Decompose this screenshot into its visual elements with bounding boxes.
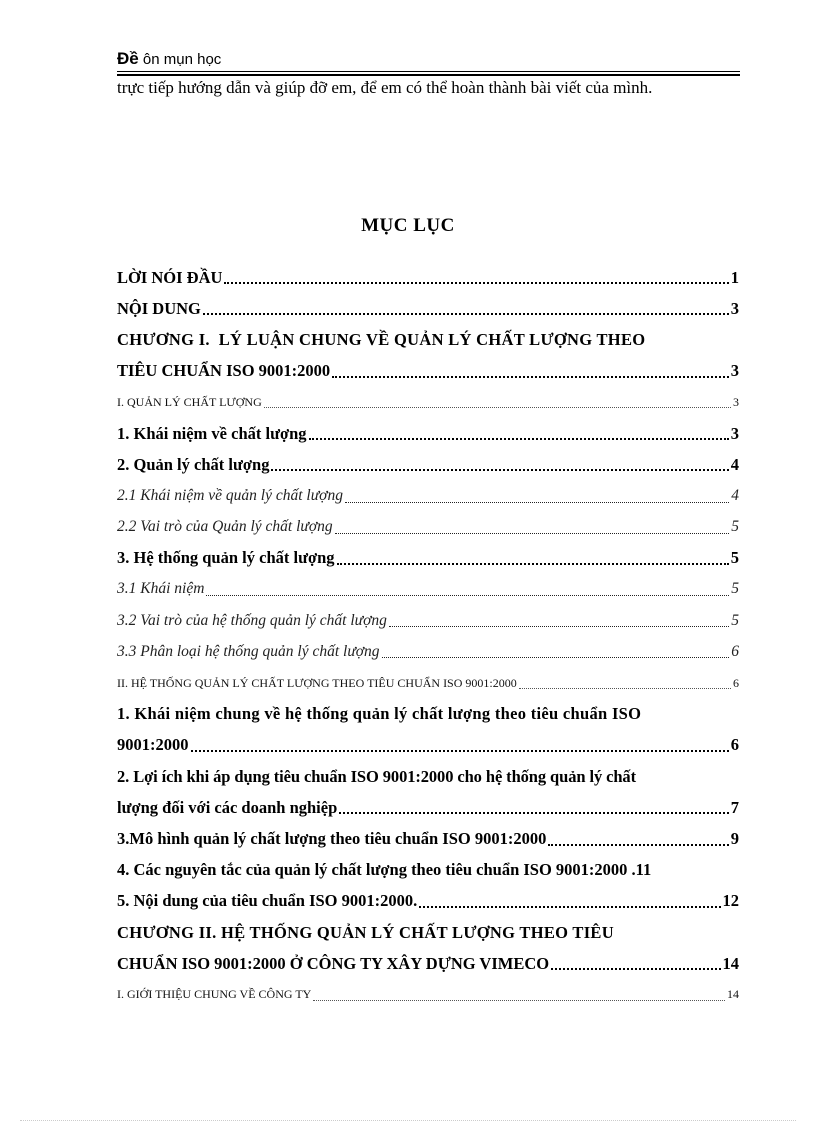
toc-entry[interactable] [117,387,739,418]
toc-leader-dots [191,749,729,752]
toc-leader-dots [335,532,730,534]
toc-entry-text: 3.Mô hình quản lý chất lượng theo tiêu chuẩn ISO 9001:2000 [117,828,547,848]
toc-entry-page: 3 [730,361,739,381]
toc-entry-text: 2.1 Khái niệm về quản lý chất lượng [117,486,343,504]
toc-entry-page: 14 [722,953,739,973]
toc-leader-dots [519,687,731,689]
toc-entry-page: 12 [722,891,739,911]
toc-leader-dots [206,594,729,596]
toc-leader-dots [382,656,730,658]
toc-entry[interactable] [117,293,739,324]
toc-entry-page: 6 [731,642,739,660]
page-bottom-dotted-line [20,1120,796,1121]
toc-entry[interactable] [117,948,739,979]
toc-entry-text: 1. Khái niệm về chất lượng [117,423,307,443]
toc-entry[interactable] [117,512,739,543]
toc-entry[interactable] [117,574,739,605]
toc-chapter-heading[interactable] [117,324,739,355]
intro-paragraph: trực tiếp hướng dẫn và giúp đỡ em, để em có thể hoàn thành bài viết của mình. [117,78,653,97]
toc-leader-dots [345,501,729,503]
toc-entry[interactable] [117,605,739,636]
toc-entry-page: 3 [733,394,739,409]
toc-entry-text: I. QUẢN LÝ CHẤT LƯỢNG [117,394,262,409]
toc-entry-page: 6 [730,735,739,755]
toc-entry[interactable] [117,667,739,698]
toc-leader-dots [271,468,728,471]
toc-entry-text: 3. Hệ thống quản lý chất lượng [117,548,335,568]
toc-entry[interactable] [117,730,739,761]
table-of-contents [117,262,739,1011]
toc-entry-text: I. GIỚI THIỆU CHUNG VỀ CÔNG TY [117,987,312,1002]
toc-entry-page: 1 [730,267,739,287]
toc-entry-text: CHƯƠNG II. HỆ THỐNG QUẢN LÝ CHẤT LƯỢNG THEO TIÊU [117,922,614,942]
header-title-big: Đề [117,49,139,68]
toc-leader-dots [224,281,728,284]
document-header-title [117,50,221,69]
toc-entry-text: CHUẨN ISO 9001:2000 Ở CÔNG TY XÂY DỰNG VIMECO [117,953,550,973]
toc-leader-dots [203,312,729,315]
toc-entry-page: 4 [731,486,739,504]
toc-entry-page: 11 [635,860,652,880]
toc-entry-text: 4. Các nguyên tắc của quản lý chất lượng theo tiêu chuẩn ISO 9001:2000 . [117,860,636,880]
toc-leader-dots [548,843,728,846]
toc-entry[interactable] [117,979,739,1010]
toc-entry-text: TIÊU CHUẨN ISO 9001:2000 [117,361,331,381]
toc-entry-text: II. HỆ THỐNG QUẢN LÝ CHẤT LƯỢNG THEO TIÊU CHUẨN ISO 9001:2000 [117,675,517,690]
toc-entry-text: 3.3 Phân loại hệ thống quản lý chất lượng [117,642,380,660]
toc-entry[interactable] [117,636,739,667]
toc-leader-dots [332,375,729,378]
toc-chapter-heading[interactable] [117,917,739,948]
header-title-rest: ôn mụn học [138,51,222,68]
toc-entry-wrapped-line[interactable] [117,699,739,730]
toc-entry-text: NỘI DUNG [117,298,201,318]
toc-entry-page: 9 [730,828,739,848]
toc-entry[interactable] [117,480,739,511]
toc-entry[interactable] [117,886,739,917]
toc-entry-page: 5 [731,518,739,536]
toc-entry-text: CHƯƠNG I. LÝ LUẬN CHUNG VỀ QUẢN LÝ CHẤT LƯỢNG THEO [117,329,646,349]
toc-entry[interactable] [117,855,739,886]
toc-entry-text: 3.2 Vai trò của hệ thống quản lý chất lượng [117,611,387,629]
header-rule-thin [117,71,740,72]
toc-entry-text: LỜI NÓI ĐẦU [117,267,223,287]
toc-entry-text: 2. Quản lý chất lượng [117,454,270,474]
toc-entry-text: 2.2 Vai trò của Quản lý chất lượng [117,518,333,536]
toc-entry-page: 3 [730,298,739,318]
toc-entry-text: 9001:2000 [117,735,189,755]
toc-entry[interactable] [117,418,739,449]
toc-entry-page: 5 [731,611,739,629]
toc-entry[interactable] [117,543,739,574]
toc-leader-dots [339,811,728,814]
toc-leader-dots [551,967,720,970]
toc-title: MỤC LỤC [361,215,455,236]
toc-leader-dots [337,562,729,565]
toc-entry[interactable] [117,823,739,854]
toc-entry-text: 5. Nội dung của tiêu chuẩn ISO 9001:2000. [117,891,418,911]
toc-entry-page: 14 [727,987,739,1002]
toc-entry-text: 2. Lợi ích khi áp dụng tiêu chuẩn ISO 9001:2000 cho hệ thống quản lý chất [117,766,636,786]
toc-leader-dots [389,625,729,627]
toc-entry-text: 3.1 Khái niệm [117,580,205,598]
toc-entry-page: 7 [730,797,739,817]
toc-entry-page: 5 [731,580,739,598]
toc-entry-page: 5 [730,548,739,568]
toc-entry[interactable] [117,356,739,387]
toc-entry-page: 3 [730,423,739,443]
toc-entry-page: 6 [733,675,739,690]
toc-leader-dots [309,437,729,440]
toc-entry-wrapped-line[interactable] [117,761,739,792]
toc-entry[interactable] [117,262,739,293]
toc-entry[interactable] [117,449,739,480]
toc-entry[interactable] [117,792,739,823]
toc-entry-text: 1. Khái niệm chung về hệ thống quản lý chất lượng theo tiêu chuẩn ISO [117,704,642,724]
toc-leader-dots [419,905,720,908]
toc-leader-dots [264,406,731,408]
toc-entry-text: lượng đối với các doanh nghiệp [117,797,338,817]
toc-leader-dots [313,999,725,1001]
toc-entry-page: 4 [730,454,739,474]
